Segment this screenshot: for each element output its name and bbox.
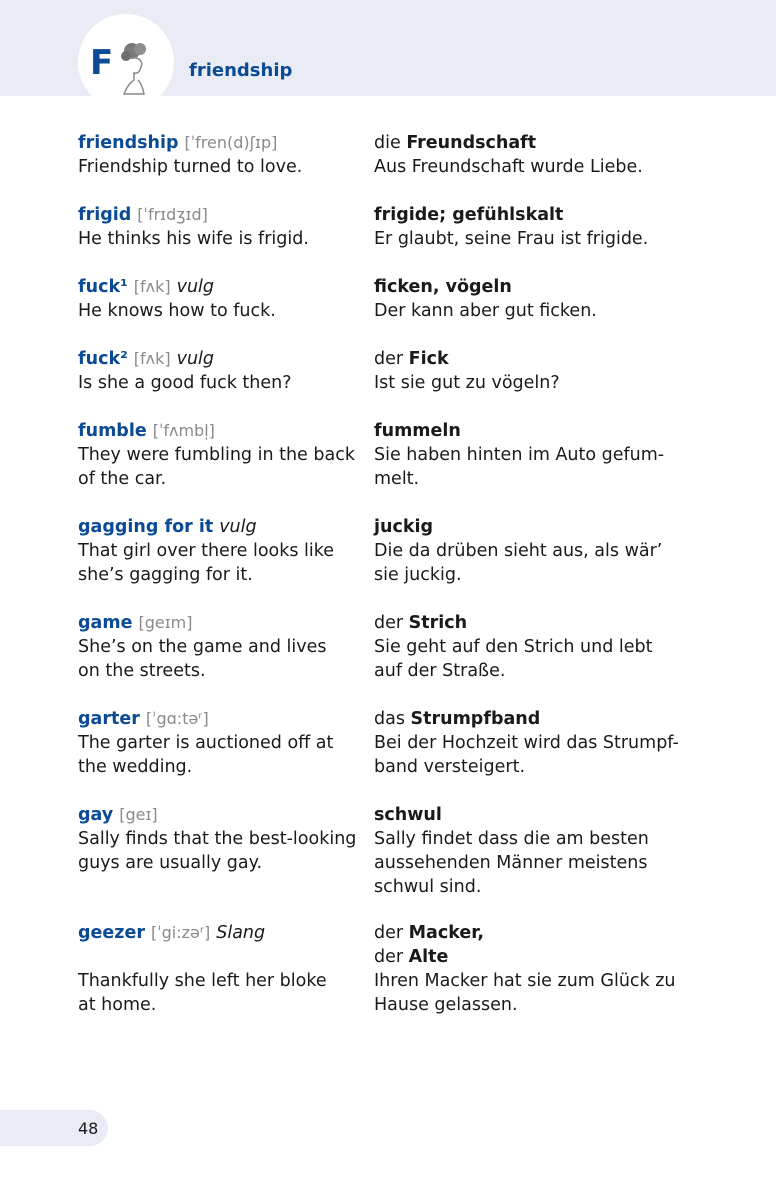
translation-head: frigide; gefühlskalt bbox=[374, 205, 564, 225]
section-letter: F bbox=[90, 43, 114, 83]
example-de: Ihren Macker hat sie zum Glück zu bbox=[374, 971, 676, 991]
example-en: That girl over there looks like bbox=[78, 541, 335, 561]
example-en: of the car. bbox=[78, 469, 167, 489]
entry-headline bbox=[78, 611, 192, 635]
example-de: melt. bbox=[374, 469, 420, 489]
translation-head: Macker, bbox=[408, 923, 484, 943]
translation-headline bbox=[374, 921, 484, 945]
example-en: Is she a good fuck then? bbox=[78, 373, 292, 393]
example-en: He thinks his wife is frigid. bbox=[78, 229, 309, 249]
translation-headline bbox=[374, 131, 536, 155]
article: der bbox=[374, 349, 409, 369]
headword: geezer bbox=[78, 923, 145, 943]
translation-headline bbox=[374, 803, 442, 827]
usage-tag: Slang bbox=[216, 923, 266, 943]
example-de: schwul sind. bbox=[374, 877, 482, 897]
article: die bbox=[374, 133, 407, 153]
example-en: Friendship turned to love. bbox=[78, 157, 303, 177]
example-en: They were fumbling in the back bbox=[78, 445, 355, 465]
translation-head: Freundschaft bbox=[406, 133, 537, 153]
pronunciation: [ˈfʌmbl̩] bbox=[152, 421, 215, 440]
translation-head: schwul bbox=[374, 805, 442, 825]
example-en: Thankfully she left her bloke bbox=[78, 971, 327, 991]
example-de: Sie haben hinten im Auto gefum- bbox=[374, 445, 665, 465]
example-de: Der kann aber gut ficken. bbox=[374, 301, 597, 321]
example-de: Sally findet dass die am besten bbox=[374, 829, 649, 849]
translation-headline bbox=[374, 707, 540, 731]
example-de: Aus Freundschaft wurde Liebe. bbox=[374, 157, 643, 177]
entry-headline bbox=[78, 921, 265, 945]
example-en: guys are usually gay. bbox=[78, 853, 263, 873]
translation-head: Strumpfband bbox=[410, 709, 541, 729]
translation-headline bbox=[374, 945, 448, 969]
pronunciation: [ˈgɑ:təʳ] bbox=[145, 709, 209, 728]
headword: frigid bbox=[78, 205, 132, 225]
example-de: sie juckig. bbox=[374, 565, 462, 585]
translation-head: ficken, vögeln bbox=[374, 277, 512, 297]
pronunciation: [fʌk] bbox=[133, 277, 171, 296]
example-de: Ist sie gut zu vögeln? bbox=[374, 373, 560, 393]
entry-headline bbox=[78, 515, 257, 539]
entry-headline bbox=[78, 275, 214, 299]
translation-headline bbox=[374, 275, 512, 299]
pronunciation: [ˈfren(d)ʃɪp] bbox=[184, 133, 278, 152]
usage-tag: vulg bbox=[219, 517, 257, 537]
pronunciation: [ˈfrɪdʒɪd] bbox=[137, 205, 208, 224]
entry-headline bbox=[78, 347, 214, 371]
entry-headline bbox=[78, 131, 277, 155]
page-number: 48 bbox=[78, 1119, 99, 1138]
example-de: auf der Straße. bbox=[374, 661, 506, 681]
translation-headline bbox=[374, 347, 449, 371]
headword: fumble bbox=[78, 421, 147, 441]
example-en: the wedding. bbox=[78, 757, 193, 777]
example-de: Bei der Hochzeit wird das Strumpf- bbox=[374, 733, 679, 753]
example-en: Sally finds that the best-looking bbox=[78, 829, 357, 849]
headword: gagging for it bbox=[78, 517, 214, 537]
pronunciation: [ˈgi:zəʳ] bbox=[150, 923, 211, 942]
page-title: friendship bbox=[189, 60, 293, 81]
example-en: on the streets. bbox=[78, 661, 206, 681]
pronunciation: [geɪm] bbox=[138, 613, 193, 632]
example-en: She’s on the game and lives bbox=[78, 637, 327, 657]
article: das bbox=[374, 709, 411, 729]
article: der bbox=[374, 613, 409, 633]
pronunciation: [fʌk] bbox=[133, 349, 171, 368]
example-de: Hause gelassen. bbox=[374, 995, 518, 1015]
translation-head: Fick bbox=[408, 349, 449, 369]
pronunciation: [geɪ] bbox=[119, 805, 158, 824]
entry-headline bbox=[78, 803, 158, 827]
headword: gay bbox=[78, 805, 114, 825]
article: der bbox=[374, 947, 409, 967]
example-en: she’s gagging for it. bbox=[78, 565, 253, 585]
headword: friendship bbox=[78, 133, 179, 153]
translation-head: juckig bbox=[374, 517, 433, 537]
usage-tag: vulg bbox=[176, 277, 215, 297]
translation-head: Alte bbox=[408, 947, 449, 967]
example-de: aussehenden Männer meistens bbox=[374, 853, 648, 873]
headword: garter bbox=[78, 709, 140, 729]
example-en: He knows how to fuck. bbox=[78, 301, 276, 321]
headword: fuck¹ bbox=[78, 277, 128, 297]
translation-head: fummeln bbox=[374, 421, 461, 441]
example-de: Sie geht auf den Strich und lebt bbox=[374, 637, 653, 657]
example-de: Er glaubt, seine Frau ist frigide. bbox=[374, 229, 649, 249]
translation-headline bbox=[374, 611, 467, 635]
translation-head: Strich bbox=[408, 613, 468, 633]
example-de: Die da drüben sieht aus, als wär’ bbox=[374, 541, 663, 561]
headword: fuck² bbox=[78, 349, 128, 369]
entry-headline bbox=[78, 707, 209, 731]
entry-headline bbox=[78, 203, 208, 227]
translation-headline bbox=[374, 515, 433, 539]
example-en: at home. bbox=[78, 995, 157, 1015]
translation-headline bbox=[374, 203, 563, 227]
usage-tag: vulg bbox=[176, 349, 215, 369]
article: der bbox=[374, 923, 409, 943]
headword: game bbox=[78, 613, 133, 633]
translation-headline bbox=[374, 419, 461, 443]
example-en: The garter is auctioned off at bbox=[78, 733, 334, 753]
example-de: band versteigert. bbox=[374, 757, 526, 777]
entry-headline bbox=[78, 419, 215, 443]
